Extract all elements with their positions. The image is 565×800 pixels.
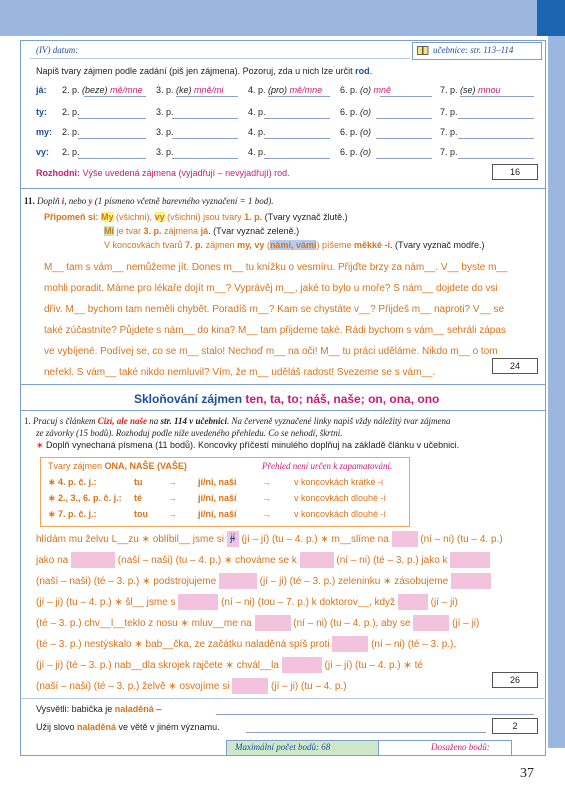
- section-title: Skloňování zájmen ten, ta, to; náš, naše; on, ona, ono: [134, 392, 440, 406]
- row-ty-label: ty:: [36, 107, 47, 117]
- uzij: Užij slovo naladěná ve větě v jiném významu.: [36, 722, 220, 732]
- ex11-line-2: mohli poradit. Máme pro lékaře dojít m__? Vyprávěj m__, jaké to bylo u moře? S nám__ dojdete do vsi: [44, 283, 498, 294]
- fill-box[interactable]: [178, 594, 218, 610]
- ex1-instruction-2: ze závorky (15 bodů). Rozhoduj podle níže uvedeného přehledu. Co se nehodí, škrtni.: [36, 428, 343, 438]
- ex1-line-4: (jí – ji) (tu – 4. p.) ∗ šl__ jsme s (ní – ni) (tou – 7. p.) k doktorov__, když (jí – ji): [36, 593, 458, 613]
- fill-box[interactable]: [450, 552, 490, 568]
- fill-box[interactable]: [71, 552, 115, 568]
- fill-box[interactable]: [232, 678, 268, 694]
- ex11-line-6: neřekl. S vám__ také nikdo nemluvil? Vím, že m__ uděláš radost! Svezeme se s vám__.: [44, 367, 436, 378]
- fill-box[interactable]: [255, 615, 291, 631]
- earned-points: Dosaženo bodů:: [431, 742, 490, 752]
- fill-box[interactable]: [219, 573, 257, 589]
- fill-box[interactable]: [392, 531, 418, 547]
- vysvetli: Vysvětli: babička je naladěná –: [36, 704, 162, 714]
- max-points-box: [226, 740, 380, 756]
- ex1-score-box[interactable]: 26: [492, 672, 538, 688]
- fill-box[interactable]: [398, 594, 428, 610]
- max-points: Maximální počet bodů: 68: [235, 742, 331, 752]
- top-band: [0, 0, 537, 36]
- fill-box[interactable]: [451, 573, 491, 589]
- rule-3: V koncovkách tvarů 7. p. zájmen my, vy (námi, vámi) píšeme měkké -i. (Tvary vyznač modře.): [104, 240, 485, 250]
- arrow-icon: →: [168, 477, 177, 487]
- corner-tab: [537, 0, 565, 36]
- arrow-icon: →: [168, 493, 177, 503]
- table-title: Tvary zájmen ONA, NAŠE (VAŠE): [48, 461, 187, 471]
- row-my-label: my:: [36, 127, 53, 137]
- rule-2: Mi je tvar 3. p. zájmena já. (Tvar vyznač zeleně.): [104, 226, 300, 236]
- fill-box[interactable]: jí: [227, 531, 239, 547]
- ex1-line-2: jako na (naší – naši) (tu – 4. p.) ∗ chováme se k (ní – ni) (té – 3. p.) jako k: [36, 551, 490, 571]
- table-note: Přehled není určen k zapamatování.: [262, 461, 393, 471]
- ex11-line-3: dřív. M__ bychom tam neměli chybět. Poradíš m__? Kam se chystáte v__? Přijdeš m__ naproti? V__ se: [44, 304, 505, 315]
- ex1-instruction-3: ∗ Doplň vynechaná písmena (11 bodů). Koncovky příčestí minulého doplňuj na základě článku v učebnici.: [36, 440, 460, 450]
- datum-label: (IV) datum:: [36, 45, 79, 55]
- ex1-line-5: (té – 3. p.) chv__l__teklo z nosu ∗ mluv__me na (ní – ni) (tu – 4. p.), aby se (jí – ji): [36, 614, 479, 634]
- ex11-line-4: také zúčastníte? Půjdete s nám__ do kina? M__ tam přijdeme také. Rádi bychom s vám__ sehráli zápas: [44, 325, 506, 336]
- earned-points-box: [378, 740, 512, 756]
- ex11-line-1: M__ tam s vám__ nemůžeme jít. Dones m__ tu knížku o vesmíru. Přijďte brzy za nám__. V__ byste m__: [44, 262, 508, 273]
- ex11-score-box[interactable]: 24: [492, 358, 538, 374]
- ex10-score-box[interactable]: 16: [492, 164, 538, 180]
- ex11-line-5: ve vybíjené. Podívej se, co se m__ stalo! Nechoď m__ na oči! M__ tu práci uděláme. Nikdo m__ o tom: [44, 346, 498, 357]
- ex1-line-1: hlídám mu želvu L__zu ∗ oblíbil__ jsme si jí (jí – jí) (tu – 4. p.) ∗ m__slíme na (ní – ni) (tu – 4. p.): [36, 530, 503, 550]
- ex1-line-7: (jí – ji) (té – 3. p.) nab__dla skrojek rajčete ∗ chvál__la (jí – jí) (tu – 4. p.) ∗ té: [36, 656, 423, 676]
- ex1-line-6: (té – 3. p.) nestýskalo ∗ bab__čka, ze začátku naladěná spíš proti (ní – ni) (té – 3. p.),: [36, 635, 456, 655]
- ex11-instruction: 11. Doplň i, nebo y (1 písmeno včetně barevného vyznačení = 1 bod).: [24, 196, 274, 206]
- arrow-icon: →: [262, 509, 271, 519]
- rozhodni: Rozhodni: Výše uvedená zájmena (vyjadřují – nevyjadřují) rod.: [36, 168, 290, 178]
- textbook-ref: učebnice: str. 113–114: [433, 45, 514, 55]
- ex1-line-8: (naší – naši) (té – 3. p.) želvě ∗ osvojíme si (jí – ji) (tu – 4. p.): [36, 677, 347, 697]
- textbook-ref-box: [412, 42, 542, 60]
- arrow-icon: →: [262, 493, 271, 503]
- fill-box[interactable]: [332, 636, 368, 652]
- ex10-instruction: Napiš tvary zájmen podle zadání (piš jen zájmena). Pozoruj, zda u nich lze určit rod.: [36, 66, 373, 76]
- row-ja: já:: [36, 85, 47, 95]
- rule-1: Připomeň si: My (všichni), vy (všichni) jsou tvary 1. p. (Tvary vyznač žlutě.): [44, 212, 348, 222]
- arrow-icon: →: [168, 509, 177, 519]
- arrow-icon: →: [262, 477, 271, 487]
- row-vy-label: vy:: [36, 147, 50, 157]
- ex1-instruction-1: 1. Pracuj s článkem Cizí, ale naše na str. 114 v učebnici. Na červeně vyznačené linky napiš vždy náležitý tvar zájmena: [24, 416, 451, 426]
- ex1-score2-box[interactable]: 2: [492, 718, 538, 734]
- fill-box[interactable]: [300, 552, 334, 568]
- fill-box[interactable]: [413, 615, 449, 631]
- page-number: 37: [520, 766, 534, 781]
- fill-box[interactable]: [282, 657, 322, 673]
- right-strip: [548, 36, 565, 748]
- ex1-line-3: (naší – naši) (té – 3. p.) ∗ podstrojujeme (jí – ji) (té – 3. p.) zeleninku ∗ zásobujeme: [36, 572, 491, 592]
- book-icon: [417, 46, 429, 56]
